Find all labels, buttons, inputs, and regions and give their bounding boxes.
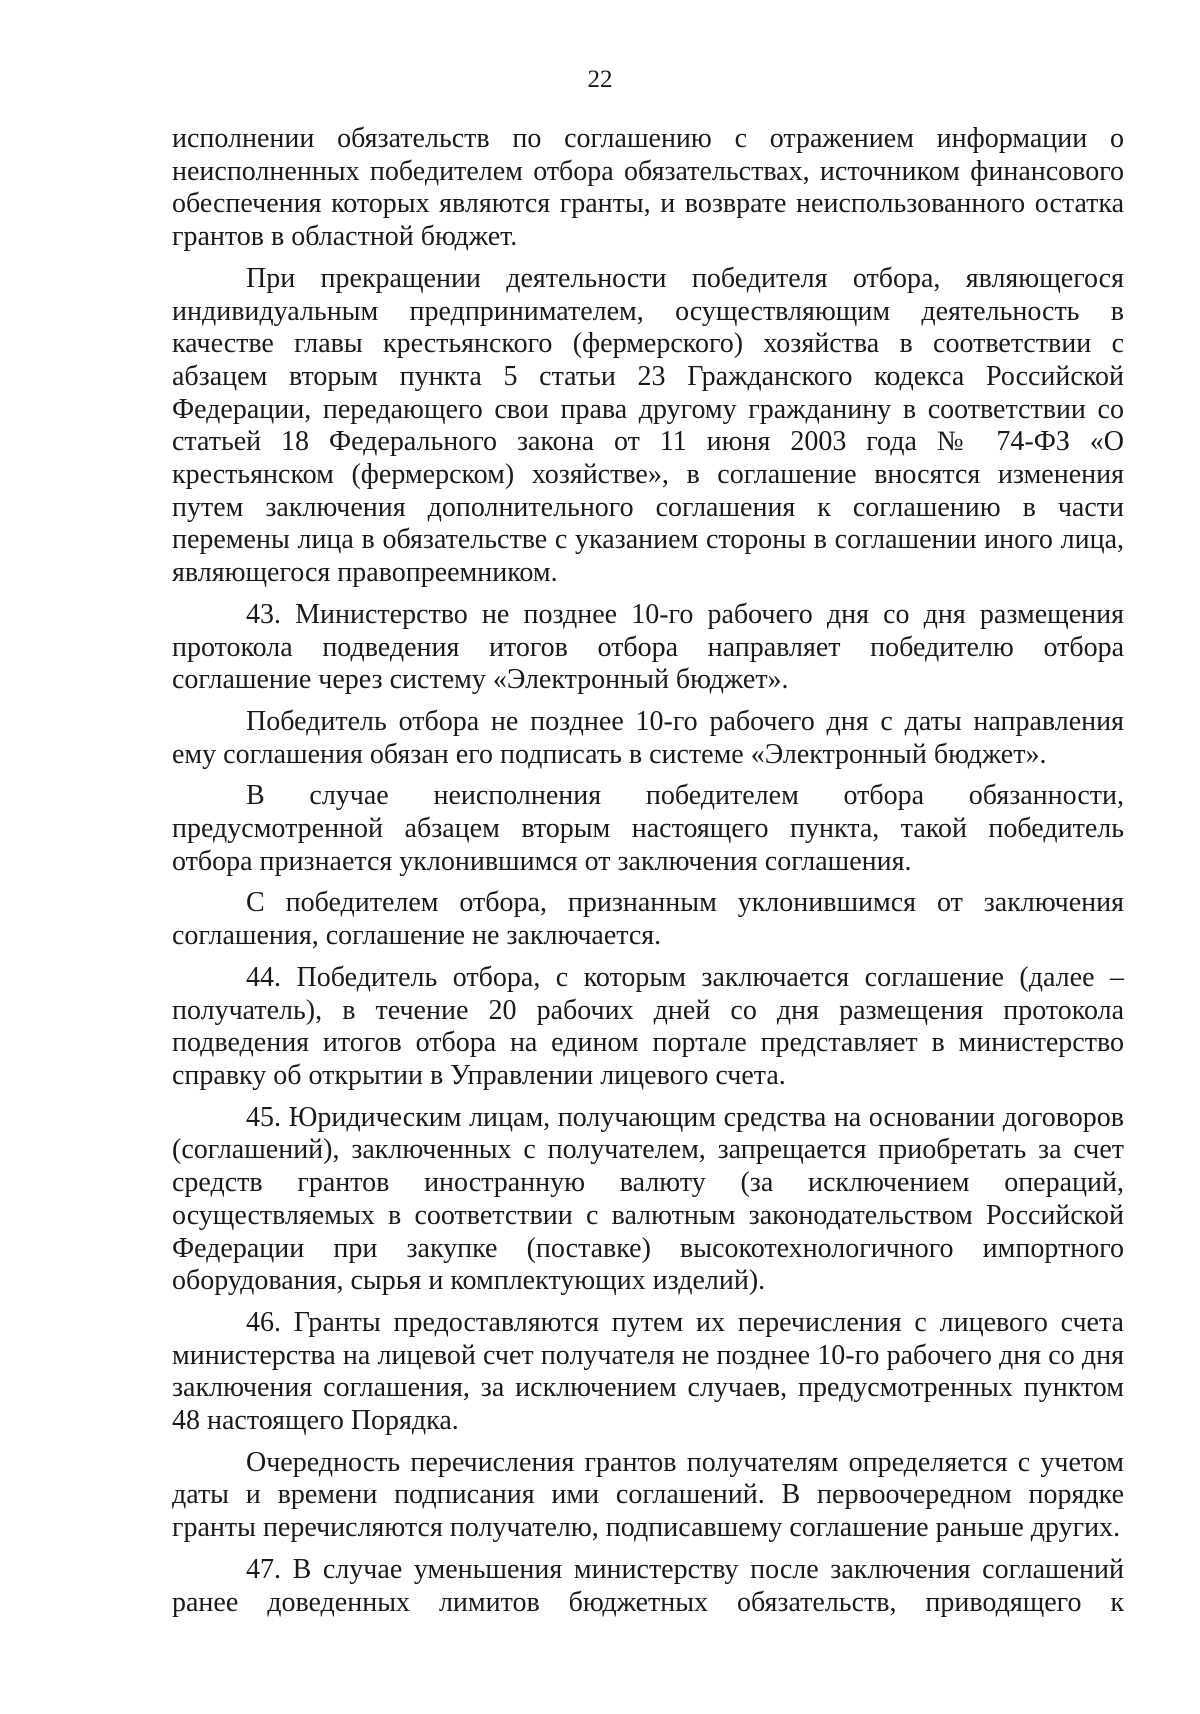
paragraph-46: 46. Гранты предоставляются путем их перечисления с лицевого счета министерства на лицевой счет получателя не позднее 10-го рабочего дня со дня заключения соглашения, за исключением случаев, предусмотренных пунктом 48 настоящего Порядка. [172, 1306, 1124, 1437]
paragraph-farm-succession: При прекращении деятельности победителя отбора, являющегося индивидуальным предпринимателем, осуществляющим деятельность в качестве главы крестьянского (фермерского) хозяйства в соответствии с абзацем вторым пункта 5 статьи 23 Гражданского кодекса Российской Федерации, передающего свои права другому гражданину в соответствии со статьей 18 Федерального закона от 11 июня 2003 года № 74-ФЗ «О крестьянском (фермерском) хозяйстве», в соглашение вносятся изменения путем заключения дополнительного соглашения к соглашению в части перемены лица в обязательстве с указанием стороны в соглашении иного лица, являющегося правопреемником. [172, 262, 1124, 589]
paragraph-47: 47. В случае уменьшения министерству после заключения соглашений ранее доведенных лимитов бюджетных обязательств, приводящего к [172, 1553, 1124, 1618]
paragraph-44: 44. Победитель отбора, с которым заключается соглашение (далее – получатель), в течение 20 рабочих дней со дня размещения протокола подведения итогов отбора на едином портале представляет в министерство справку об открытии в Управлении лицевого счета. [172, 961, 1124, 1091]
paragraph-continuation: исполнении обязательств по соглашению с отражением информации о неисполненных победителем отбора обязательствах, источником финансового обеспечения которых являются гранты, и возврате неиспользованного остатка грантов в областной бюджет. [172, 123, 1124, 253]
document-body [172, 123, 1124, 1619]
paragraph-43-no-agreement: С победителем отбора, признанным уклонившимся от заключения соглашения, соглашение не заключается. [172, 887, 1124, 952]
paragraph-43-signing: Победитель отбора не позднее 10-го рабочего дня с даты направления ему соглашения обязан его подписать в системе «Электронный бюджет». [172, 705, 1124, 770]
paragraph-46-order: Очередность перечисления грантов получателям определяется с учетом даты и времени подписания ими соглашений. В первоочередном порядке гранты перечисляются получателю, подписавшему соглашение раньше других. [172, 1446, 1124, 1544]
paragraph-45: 45. Юридическим лицам, получающим средства на основании договоров (соглашений), заключенных с получателем, запрещается приобретать за счет средств грантов иностранную валюту (за исключением операций, осуществляемых в соответствии с валютным законодательством Российской Федерации при закупке (поставке) высокотехнологичного импортного оборудования, сырья и комплектующих изделий). [172, 1101, 1124, 1297]
paragraph-43-failure: В случае неисполнения победителем отбора обязанности, предусмотренной абзацем вторым настоящего пункта, такой победитель отбора признается уклонившимся от заключения соглашения. [172, 780, 1124, 877]
paragraph-43: 43. Министерство не позднее 10-го рабочего дня со дня размещения протокола подведения итогов отбора направляет победителю отбора соглашение через систему «Электронный бюджет». [172, 598, 1124, 696]
page-number: 22 [587, 66, 613, 93]
